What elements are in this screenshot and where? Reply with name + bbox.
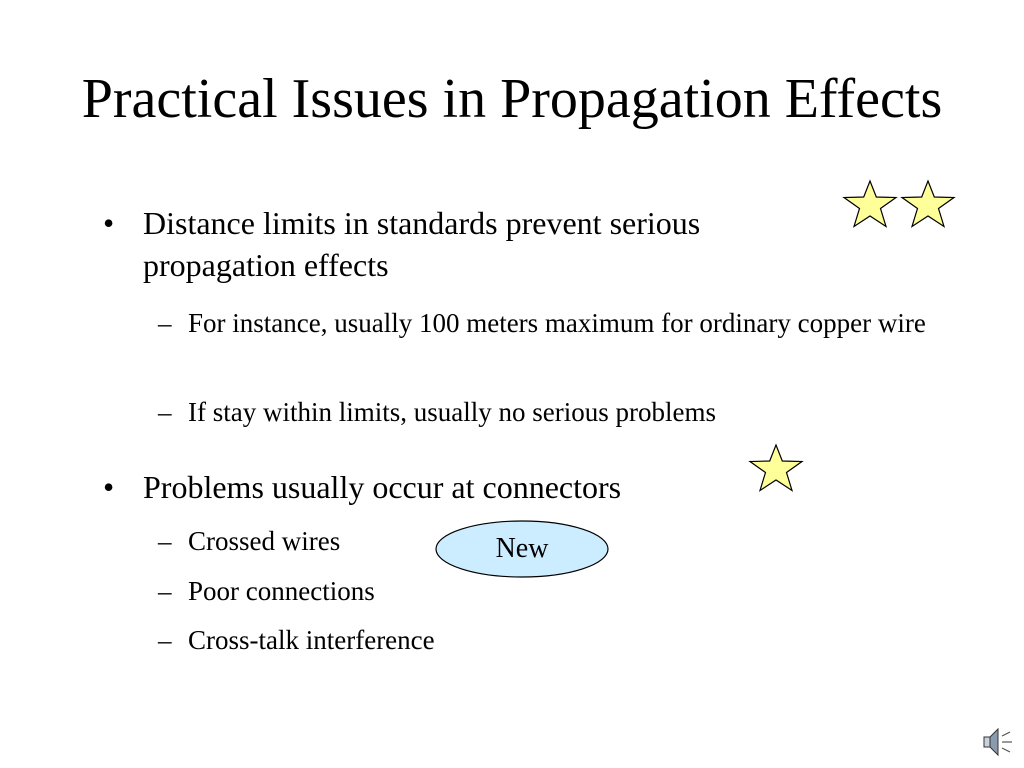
dash-glyph: –: [158, 625, 172, 655]
dash-glyph: –: [158, 526, 172, 556]
speaker-icon[interactable]: [980, 724, 1018, 760]
bullet-glyph: •: [103, 469, 115, 505]
bullet-item: [103, 466, 843, 508]
subbullet-text: Poor connections: [188, 576, 375, 606]
subbullet-text: For instance, usually 100 meters maximum for ordinary copper wire: [188, 308, 926, 338]
new-badge-label: New: [495, 533, 549, 564]
subbullet-item: [158, 623, 588, 657]
slide-title: Practical Issues in Propagation Effects: [81, 68, 943, 130]
subbullet-text: Crossed wires: [188, 526, 341, 556]
dash-glyph: –: [158, 576, 172, 606]
subbullet-item: [158, 574, 588, 608]
subbullet-item: [158, 395, 963, 429]
star-icon: [841, 179, 899, 229]
star-icon: [747, 443, 805, 493]
subbullet-text: Cross-talk interference: [188, 625, 435, 655]
bullet-text: Problems usually occur at connectors: [143, 469, 622, 505]
subbullet-text: If stay within limits, usually no serious problems: [188, 397, 716, 427]
subbullet-item: [158, 306, 963, 340]
bullet-glyph: •: [103, 205, 115, 241]
dash-glyph: –: [158, 397, 172, 427]
star-icon: [899, 179, 957, 229]
bullet-item: [103, 202, 843, 286]
bullet-text: Distance limits in standards prevent serious propagation effects: [143, 205, 701, 283]
dash-glyph: –: [158, 308, 172, 338]
